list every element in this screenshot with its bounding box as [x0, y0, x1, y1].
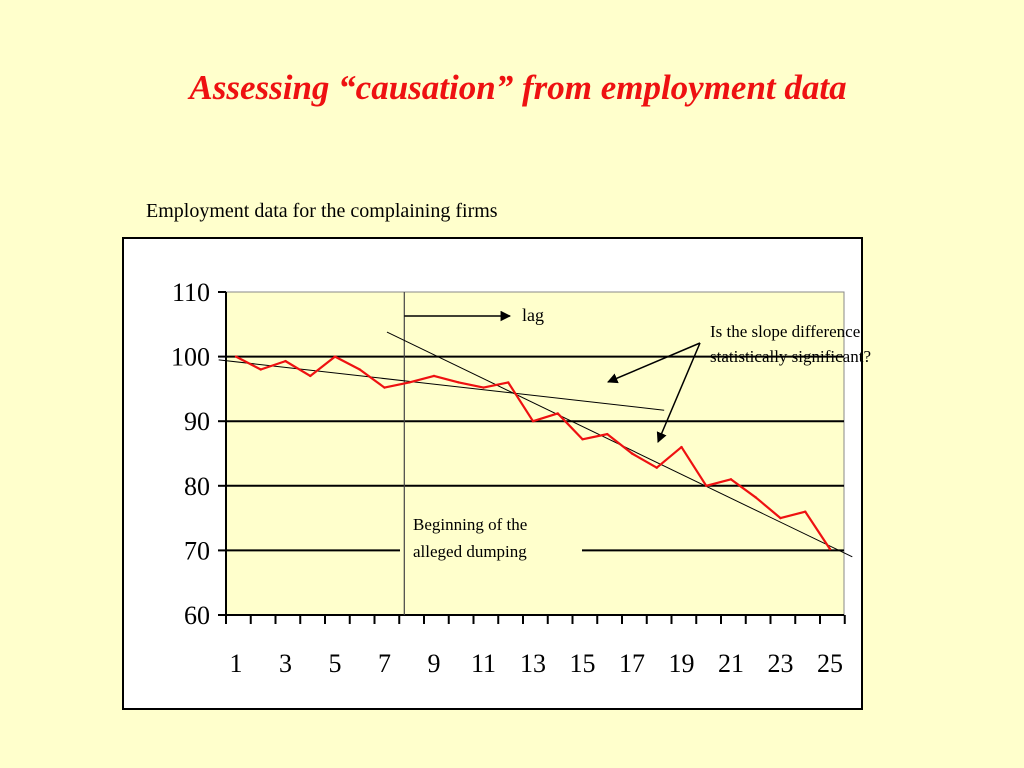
x-tick-label-11: 11	[470, 649, 497, 678]
x-tick-label-23: 23	[767, 649, 794, 678]
chart-caption: Employment data for the complaining firms	[146, 200, 498, 222]
x-tick-label-7: 7	[378, 649, 391, 678]
y-tick-label-80: 80	[184, 471, 210, 501]
data-point-20	[705, 485, 707, 487]
data-point-18	[656, 467, 658, 469]
data-point-5	[334, 355, 336, 357]
x-tick-label-3: 3	[279, 649, 292, 678]
x-tick-label-15: 15	[569, 649, 596, 678]
data-point-15	[581, 438, 583, 440]
data-point-14	[557, 412, 559, 414]
data-point-24	[804, 510, 806, 512]
data-point-16	[606, 433, 608, 435]
data-point-6	[359, 368, 361, 370]
x-tick-label-9: 9	[427, 649, 441, 678]
data-point-21	[730, 478, 732, 480]
data-point-3	[284, 360, 286, 362]
data-point-1	[235, 355, 237, 357]
x-tick-label-13: 13	[520, 649, 546, 678]
y-tick-label-90: 90	[184, 407, 210, 437]
data-point-2	[260, 368, 262, 370]
data-point-17	[631, 452, 633, 454]
slope-question-line2: statistically significant?	[710, 347, 871, 366]
dumping-label-line2: alleged dumping	[413, 542, 527, 561]
data-point-4	[309, 375, 311, 377]
data-point-25	[829, 548, 831, 550]
slide-title: Assessing “causation” from employment data	[189, 68, 847, 107]
dumping-label-line1: Beginning of the	[413, 515, 528, 534]
data-point-23	[779, 517, 781, 519]
data-point-11	[482, 386, 484, 388]
x-tick-label-1: 1	[229, 649, 243, 678]
x-tick-label-17: 17	[619, 649, 645, 678]
x-tick-label-21: 21	[718, 649, 744, 678]
data-point-7	[383, 386, 385, 388]
x-tick-label-19: 19	[668, 649, 695, 678]
y-tick-label-70: 70	[184, 536, 210, 566]
lag-label: lag	[522, 305, 544, 325]
y-tick-label-100: 100	[171, 342, 210, 372]
data-point-9	[433, 375, 435, 377]
slope-question-line1: Is the slope difference	[710, 322, 861, 341]
y-tick-label-60: 60	[184, 601, 210, 630]
y-tick-label-110: 110	[171, 278, 210, 307]
data-point-13	[532, 420, 534, 422]
x-tick-label-5: 5	[328, 649, 342, 678]
data-point-22	[755, 496, 757, 498]
x-tick-label-25: 25	[817, 649, 843, 678]
data-point-19	[680, 446, 682, 448]
data-point-12	[507, 381, 509, 383]
data-point-10	[458, 381, 460, 383]
data-point-8	[408, 381, 410, 383]
